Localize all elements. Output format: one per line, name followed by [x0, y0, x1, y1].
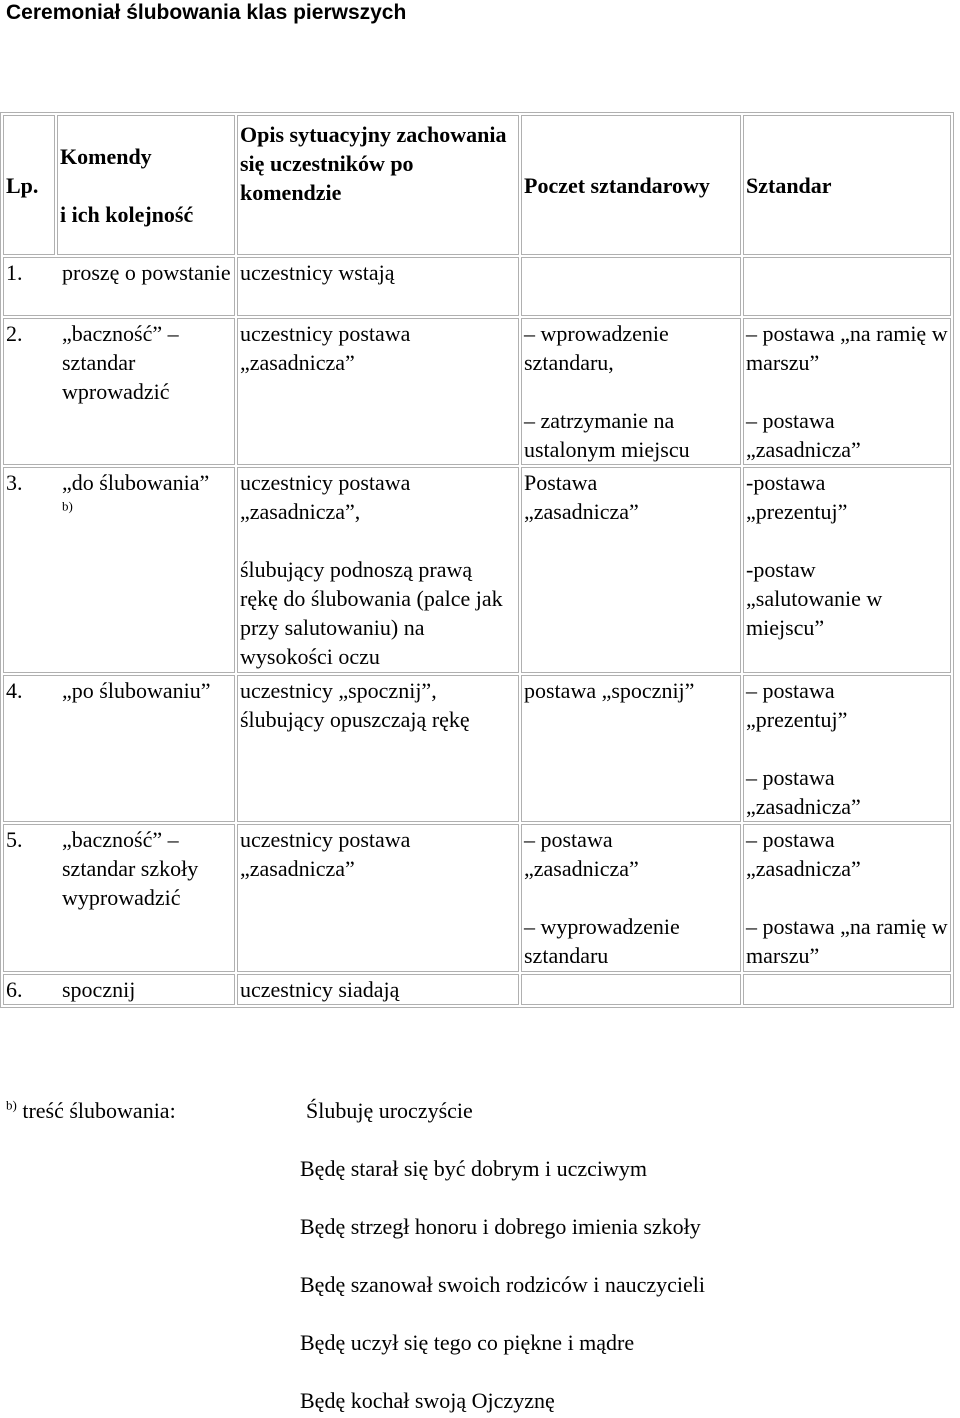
row-1-command: proszę o powstanie	[62, 260, 231, 286]
row-4-command-cell	[3, 675, 235, 823]
oath-line-6: Będę kochał swoją Ojczyznę	[300, 1388, 555, 1413]
table-row	[3, 257, 951, 315]
row-6-command-cell	[3, 974, 235, 1005]
table-row	[3, 824, 951, 972]
document-title: Ceremoniał ślubowania klas pierwszych	[6, 1, 407, 24]
row-6-number: 6.	[6, 976, 23, 1002]
header-commands	[57, 115, 235, 255]
row-5-poczet	[521, 824, 741, 972]
oath-line-1: Ślubuję uroczyście	[306, 1098, 473, 1123]
row-2-sztandar	[743, 318, 951, 466]
footnote-label	[6, 1096, 176, 1125]
row-3-sztandar-line1: -postawa „prezentuj”	[746, 470, 848, 525]
header-lp: Lp.	[3, 115, 55, 255]
header-description-line1: Opis sytuacyjny zachowania	[240, 122, 507, 147]
row-5-command: „baczność” – sztandar szkoły wyprowadzić	[62, 827, 199, 911]
row-5-poczet-line1: – postawa „zasadnicza”	[524, 827, 639, 882]
header-commands-line2: i ich kolejność	[60, 201, 194, 227]
row-2-description-text: uczestnicy postawa „zasadnicza”	[240, 320, 411, 375]
header-poczet: Poczet sztandarowy	[521, 115, 741, 255]
row-2-poczet-line1: – wprowadzenie sztandaru,	[524, 320, 669, 375]
row-1-command-cell	[3, 257, 235, 315]
row-4-poczet	[521, 675, 741, 823]
oath-line-4: Będę szanował swoich rodziców i nauczycieli	[300, 1272, 706, 1297]
row-5-description-text: uczestnicy postawa „zasadnicza”	[240, 827, 411, 882]
row-5-number: 5.	[6, 827, 23, 853]
row-5-sztandar	[743, 824, 951, 972]
table-row	[3, 675, 951, 823]
oath-line-2: Będę starał się być dobrym i uczciwym	[300, 1156, 648, 1181]
footnote-label-text: treść ślubowania:	[22, 1098, 176, 1123]
row-2-command: „baczność” – sztandar wprowadzić	[62, 320, 179, 404]
row-5-poczet-line2: – wyprowadzenie sztandaru	[524, 914, 680, 969]
row-4-number: 4.	[6, 677, 23, 703]
row-6-description-text: uczestnicy siadają	[240, 976, 400, 1002]
row-3-poczet	[521, 467, 741, 673]
row-5-sztandar-line2: – postawa „na ramię w marszu”	[746, 914, 948, 969]
row-6-poczet	[521, 974, 741, 1005]
row-6-command: spocznij	[62, 976, 136, 1002]
row-4-sztandar	[743, 675, 951, 823]
row-1-description	[237, 257, 519, 315]
row-5-command-cell	[3, 824, 235, 972]
row-4-description	[237, 675, 519, 823]
row-1-sztandar	[743, 257, 951, 315]
ceremony-table	[0, 112, 954, 1008]
row-1-number: 1.	[6, 260, 23, 286]
row-4-description-text: uczestnicy „spocznij”, ślubujący opuszczają rękę	[240, 677, 470, 732]
row-6-description	[237, 974, 519, 1005]
table-header-row	[3, 115, 951, 255]
row-2-command-cell	[3, 318, 235, 466]
row-6-sztandar	[743, 974, 951, 1005]
header-description	[237, 115, 519, 255]
oath-line-5: Będę uczył się tego co piękne i mądre	[300, 1330, 635, 1355]
row-2-sztandar-line2: – postawa „zasadnicza”	[746, 407, 861, 462]
row-2-poczet	[521, 318, 741, 466]
row-3-poczet-line1: Postawa „zasadnicza”	[524, 470, 639, 525]
oath-line-3: Będę strzegł honoru i dobrego imienia szkoły	[300, 1214, 701, 1239]
table-row	[3, 467, 951, 673]
row-5-description	[237, 824, 519, 972]
row-2-sztandar-line1: – postawa „na ramię w marszu”	[746, 320, 948, 375]
row-3-number: 3.	[6, 470, 23, 496]
row-3-command: „do ślubowania”	[62, 470, 210, 496]
row-2-number: 2.	[6, 320, 23, 346]
row-1-poczet	[521, 257, 741, 315]
row-3-footnote-marker: b)	[62, 498, 73, 514]
row-3-description-line1: uczestnicy postawa „zasadnicza”,	[240, 470, 411, 525]
row-3-description-line2: ślubujący podnoszą prawą rękę do ślubowania (palce jak przy salutowaniu) na wysokości oczu	[240, 557, 503, 670]
header-commands-line1: Komendy	[60, 143, 152, 169]
row-3-command-wrap	[30, 468, 209, 526]
row-4-sztandar-line1: – postawa „prezentuj”	[746, 677, 848, 732]
row-3-sztandar-line2: -postaw „salutowanie w miejscu”	[746, 557, 883, 641]
table-row	[3, 318, 951, 466]
row-2-poczet-line2: – zatrzymanie na ustalonym miejscu	[524, 407, 690, 462]
table-row	[3, 974, 951, 1005]
row-3-sztandar	[743, 467, 951, 673]
row-4-sztandar-line2: – postawa „zasadnicza”	[746, 764, 861, 819]
row-3-command-cell	[3, 467, 235, 673]
footnote-marker: b)	[6, 1097, 17, 1113]
row-4-poczet-line1: postawa „spocznij”	[524, 677, 695, 703]
header-description-line2: się uczestników po komendzie	[240, 151, 414, 205]
row-3-description	[237, 467, 519, 673]
row-5-sztandar-line1: – postawa „zasadnicza”	[746, 827, 861, 882]
row-4-command: „po ślubowaniu”	[62, 677, 211, 703]
header-sztandar: Sztandar	[743, 115, 951, 255]
row-2-description	[237, 318, 519, 466]
row-1-description-text: uczestnicy wstają	[240, 260, 395, 286]
